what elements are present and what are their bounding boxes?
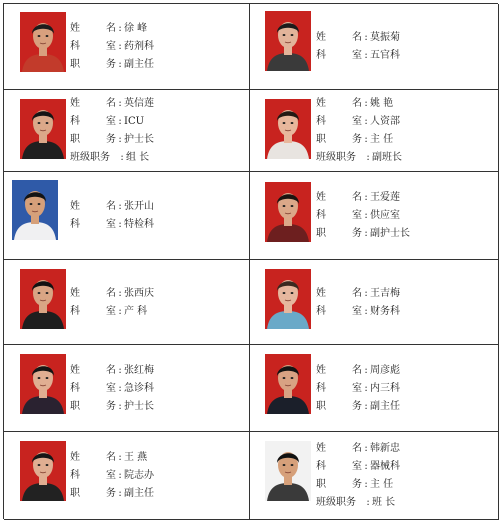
field-label-char: 科 (316, 50, 326, 61)
field-label-char: 务 (106, 134, 116, 145)
field-label (70, 20, 116, 38)
staff-roster-table (3, 3, 498, 519)
field-label (316, 398, 362, 416)
info-line (316, 47, 400, 65)
field-label-char: 科 (316, 383, 326, 394)
field-label-char: 姓 (316, 365, 326, 376)
colon: : (364, 32, 368, 43)
field-label-char: 室 (352, 116, 362, 127)
info-line (70, 113, 154, 131)
field-label-char: 姓 (316, 443, 326, 454)
info-line (316, 225, 410, 243)
field-label-char: 名 (352, 443, 362, 454)
field-label (70, 398, 116, 416)
staff-info (316, 95, 402, 167)
field-label (316, 458, 362, 476)
field-label (316, 285, 362, 303)
field-value: 特检科 (124, 219, 154, 230)
colon: : (364, 134, 368, 145)
info-line (316, 131, 402, 149)
field-label-char: 名 (352, 98, 362, 109)
field-label-char: 名 (106, 98, 116, 109)
field-label-char: 名 (106, 452, 116, 463)
field-value: 姚 艳 (370, 98, 394, 109)
field-label-char: 职 (316, 228, 326, 239)
field-value: 器械科 (370, 461, 400, 472)
field-label-char: 科 (316, 116, 326, 127)
field-label-char: 名 (352, 192, 362, 203)
field-label-char: 名 (352, 288, 362, 299)
info-line (316, 440, 400, 458)
field-label (70, 131, 116, 149)
field-value: 主 任 (370, 479, 394, 490)
field-value: 主 任 (370, 134, 394, 145)
field-value: 莫振菊 (370, 32, 400, 43)
info-line (316, 362, 400, 380)
staff-card (250, 260, 499, 345)
field-label-char: 名 (352, 32, 362, 43)
field-label-char: 科 (70, 41, 80, 52)
staff-info (316, 362, 400, 416)
field-label-char: 姓 (70, 23, 80, 34)
staff-info (70, 362, 154, 416)
info-line (70, 56, 154, 74)
field-label (316, 47, 362, 65)
staff-photo (20, 441, 66, 501)
colon: : (364, 116, 368, 127)
field-label (316, 207, 362, 225)
table-row (4, 345, 498, 432)
field-label (316, 380, 362, 398)
field-label (70, 95, 116, 113)
staff-card (250, 432, 499, 520)
field-label (316, 303, 362, 321)
field-value: 徐 峰 (124, 23, 148, 34)
field-label (316, 440, 362, 458)
field-label-char: 名 (352, 365, 362, 376)
field-label-char: 室 (352, 383, 362, 394)
field-value: 护士长 (124, 401, 154, 412)
field-value: ICU (124, 116, 145, 127)
staff-photo (265, 269, 311, 329)
field-label-char: 科 (316, 210, 326, 221)
colon: : (118, 288, 122, 299)
field-label-char: 科 (316, 461, 326, 472)
field-value: 人资部 (370, 116, 400, 127)
field-label-char: 职 (316, 479, 326, 490)
field-label (70, 380, 116, 398)
field-label-char: 姓 (70, 452, 80, 463)
staff-info (316, 189, 410, 243)
field-label-char: 室 (106, 219, 116, 230)
field-label-char: 姓 (316, 32, 326, 43)
field-label-char: 务 (106, 401, 116, 412)
field-label (70, 362, 116, 380)
staff-info (70, 449, 154, 503)
colon: : (118, 219, 122, 230)
colon: : (366, 497, 370, 508)
info-line (70, 149, 154, 167)
colon: : (118, 98, 122, 109)
staff-card (4, 432, 250, 520)
field-label-char: 职 (70, 134, 80, 145)
staff-photo (20, 269, 66, 329)
field-label-char: 科 (70, 306, 80, 317)
info-line (70, 131, 154, 149)
colon: : (364, 461, 368, 472)
table-row (4, 432, 498, 520)
info-line (70, 216, 154, 234)
field-value: 护士长 (124, 134, 154, 145)
field-value: 副主任 (124, 488, 154, 499)
colon: : (364, 288, 368, 299)
staff-photo (20, 354, 66, 414)
field-value: 王吉梅 (370, 288, 400, 299)
colon: : (118, 134, 122, 145)
field-label: 班级职务 (316, 497, 356, 508)
field-label-char: 职 (70, 488, 80, 499)
info-line (70, 20, 154, 38)
field-label-char: 室 (352, 210, 362, 221)
info-line (70, 38, 154, 56)
field-label-char: 室 (106, 116, 116, 127)
staff-info (70, 198, 154, 234)
info-line (316, 189, 410, 207)
staff-info (316, 440, 400, 512)
field-value: 班 长 (372, 497, 396, 508)
field-value: 产 科 (124, 306, 148, 317)
field-label-char: 科 (70, 219, 80, 230)
field-label-char: 姓 (70, 288, 80, 299)
info-line (70, 398, 154, 416)
colon: : (364, 479, 368, 490)
field-value: 张西庆 (124, 288, 154, 299)
field-value: 周彦彪 (370, 365, 400, 376)
field-value: 王 燕 (124, 452, 148, 463)
field-label-char: 名 (106, 201, 116, 212)
staff-card (4, 4, 250, 90)
colon: : (118, 59, 122, 70)
field-value: 张红梅 (124, 365, 154, 376)
field-value: 张开山 (124, 201, 154, 212)
field-label-char: 科 (316, 306, 326, 317)
colon: : (364, 192, 368, 203)
field-value: 供应室 (370, 210, 400, 221)
field-label (316, 225, 362, 243)
info-line (70, 198, 154, 216)
info-line (316, 149, 402, 167)
info-line (316, 95, 402, 113)
colon: : (364, 365, 368, 376)
info-line (316, 494, 400, 512)
staff-card (4, 345, 250, 432)
staff-card (250, 4, 499, 90)
info-line (316, 29, 400, 47)
colon: : (364, 210, 368, 221)
colon: : (364, 306, 368, 317)
field-label-char: 名 (106, 23, 116, 34)
staff-card (250, 345, 499, 432)
staff-card (250, 172, 499, 260)
staff-photo (265, 99, 311, 159)
field-label (70, 198, 116, 216)
field-label-char: 务 (352, 401, 362, 412)
field-value: 内三科 (370, 383, 400, 394)
info-line (316, 285, 400, 303)
staff-photo (265, 441, 311, 501)
colon: : (118, 401, 122, 412)
colon: : (118, 383, 122, 394)
field-label-char: 职 (316, 134, 326, 145)
info-line (70, 467, 154, 485)
field-label-char: 务 (352, 479, 362, 490)
staff-photo (12, 180, 58, 240)
info-line (316, 113, 402, 131)
colon: : (120, 152, 124, 163)
info-line (316, 303, 400, 321)
field-label-char: 名 (106, 288, 116, 299)
field-label (316, 362, 362, 380)
field-value: 五官科 (370, 50, 400, 61)
field-label (316, 131, 362, 149)
field-value: 副主任 (370, 401, 400, 412)
field-label-char: 室 (352, 306, 362, 317)
field-label-char: 务 (352, 228, 362, 239)
colon: : (364, 228, 368, 239)
field-label (316, 29, 362, 47)
field-label-char: 室 (106, 383, 116, 394)
field-label-char: 科 (70, 383, 80, 394)
field-label (70, 467, 116, 485)
staff-info (70, 285, 154, 321)
field-label (316, 113, 362, 131)
colon: : (118, 452, 122, 463)
field-label-char: 务 (352, 134, 362, 145)
info-line (70, 485, 154, 503)
field-label (316, 95, 362, 113)
staff-photo (265, 182, 311, 242)
colon: : (118, 488, 122, 499)
field-label-char: 室 (352, 50, 362, 61)
field-label (70, 56, 116, 74)
table-row (4, 4, 498, 90)
staff-card (250, 90, 499, 172)
field-label-char: 姓 (70, 98, 80, 109)
staff-photo (20, 12, 66, 72)
colon: : (118, 470, 122, 481)
field-label (70, 216, 116, 234)
field-label-char: 室 (106, 41, 116, 52)
colon: : (118, 306, 122, 317)
colon: : (118, 23, 122, 34)
info-line (70, 303, 154, 321)
staff-photo (20, 99, 66, 159)
staff-card (4, 260, 250, 345)
info-line (70, 380, 154, 398)
field-label-char: 姓 (316, 98, 326, 109)
field-label (70, 285, 116, 303)
field-label-char: 职 (316, 401, 326, 412)
colon: : (364, 98, 368, 109)
info-line (70, 285, 154, 303)
colon: : (364, 50, 368, 61)
field-label-char: 科 (70, 470, 80, 481)
info-line (70, 95, 154, 113)
info-line (316, 207, 410, 225)
colon: : (118, 41, 122, 52)
field-label-char: 姓 (316, 192, 326, 203)
info-line (316, 476, 400, 494)
staff-card (4, 172, 250, 260)
field-label-char: 姓 (70, 365, 80, 376)
colon: : (366, 152, 370, 163)
field-value: 王爱莲 (370, 192, 400, 203)
field-label: 班级职务 (70, 152, 110, 163)
field-value: 院志办 (124, 470, 154, 481)
staff-info (316, 285, 400, 321)
info-line (70, 362, 154, 380)
field-label-char: 姓 (70, 201, 80, 212)
staff-info (70, 95, 154, 167)
table-row (4, 172, 498, 260)
colon: : (364, 383, 368, 394)
field-label-char: 名 (106, 365, 116, 376)
field-value: 急诊科 (124, 383, 154, 394)
colon: : (364, 443, 368, 454)
staff-info (70, 20, 154, 74)
staff-photo (265, 354, 311, 414)
field-value: 副班长 (372, 152, 402, 163)
field-value: 财务科 (370, 306, 400, 317)
field-value: 英信莲 (124, 98, 154, 109)
field-label: 班级职务 (316, 152, 356, 163)
field-value: 副护士长 (370, 228, 410, 239)
field-label-char: 室 (352, 461, 362, 472)
field-label-char: 室 (106, 306, 116, 317)
info-line (70, 449, 154, 467)
staff-info (316, 29, 400, 65)
staff-card (4, 90, 250, 172)
field-label-char: 务 (106, 59, 116, 70)
field-label-char: 室 (106, 470, 116, 481)
table-row (4, 90, 498, 172)
field-label (70, 38, 116, 56)
colon: : (118, 365, 122, 376)
field-label (70, 485, 116, 503)
field-value: 副主任 (124, 59, 154, 70)
field-label (316, 476, 362, 494)
field-label-char: 职 (70, 401, 80, 412)
field-label-char: 务 (106, 488, 116, 499)
field-label (70, 303, 116, 321)
field-label (70, 113, 116, 131)
field-value: 药剂科 (124, 41, 154, 52)
table-row (4, 260, 498, 345)
field-label (316, 189, 362, 207)
staff-photo (265, 11, 311, 71)
info-line (316, 458, 400, 476)
colon: : (364, 401, 368, 412)
info-line (316, 380, 400, 398)
field-label-char: 姓 (316, 288, 326, 299)
colon: : (118, 201, 122, 212)
info-line (316, 398, 400, 416)
field-label-char: 职 (70, 59, 80, 70)
colon: : (118, 116, 122, 127)
field-value: 组 长 (126, 152, 150, 163)
field-label-char: 科 (70, 116, 80, 127)
field-value: 韩新忠 (370, 443, 400, 454)
field-label (70, 449, 116, 467)
